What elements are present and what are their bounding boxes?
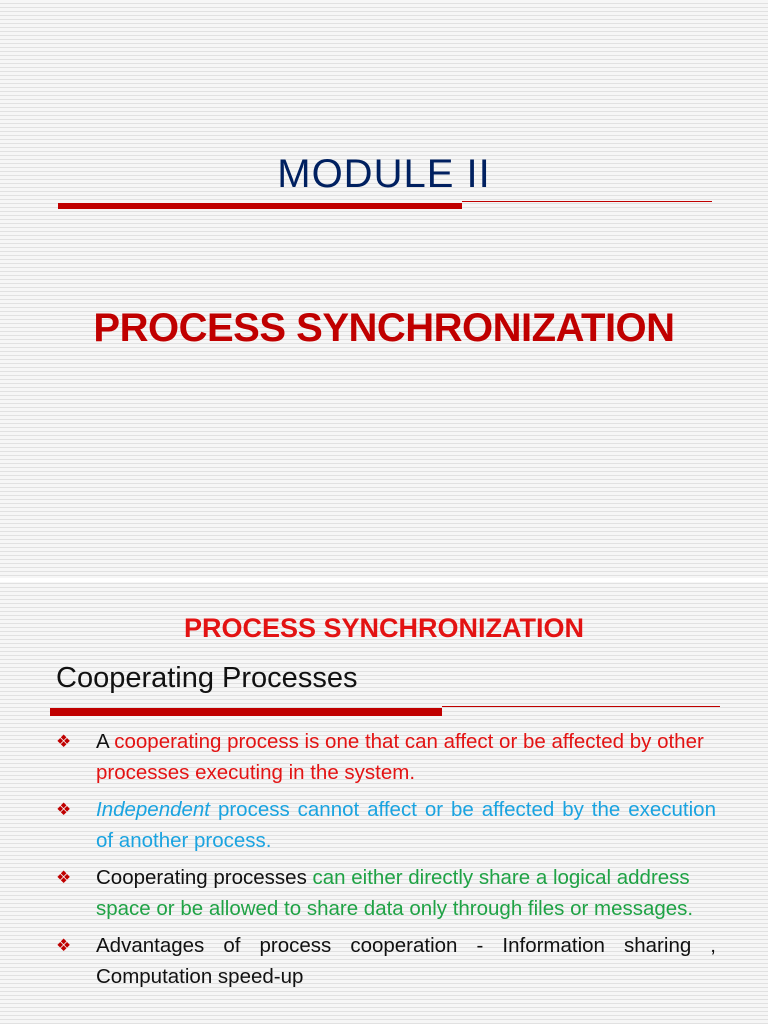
bullet-text: process cannot affect or be affected by the execution of another process. [96,798,716,852]
bullet-item [56,930,716,992]
subtitle-underline-thick [50,708,442,716]
bullet-highlight: can either directly share a logical address space or be allowed to share data only through files or messages. [96,866,694,920]
bullet-text: A [96,730,115,753]
bullet-text: Advantages of process cooperation - Information sharing , Computation speed-up [96,934,716,988]
bullet-emphasis: Independent [96,798,211,821]
slide-subtitle: Cooperating Processes [56,662,358,694]
slide-cooperating-processes [0,582,768,1024]
bullet-list [56,726,716,992]
bullet-item [56,794,716,856]
title-underline-thick [58,203,462,209]
title-underline-thin [462,201,712,202]
bullet-item [56,862,716,924]
bullet-text: Cooperating processes [96,866,313,889]
bullet-diamond-icon: ❖ [56,936,72,955]
bullet-highlight: cooperating process is one that can affect or be affected by other processes executing in the system. [96,730,704,784]
slide-title: PROCESS SYNCHRONIZATION [183,613,585,643]
bullet-diamond-icon: ❖ [56,800,72,819]
bullet-diamond-icon: ❖ [56,732,72,751]
module-title: MODULE II [277,152,491,196]
bullet-diamond-icon: ❖ [56,868,72,887]
subtitle-underline-thin [442,706,720,707]
bullet-item [56,726,716,788]
main-title: PROCESS SYNCHRONIZATION [93,306,675,350]
